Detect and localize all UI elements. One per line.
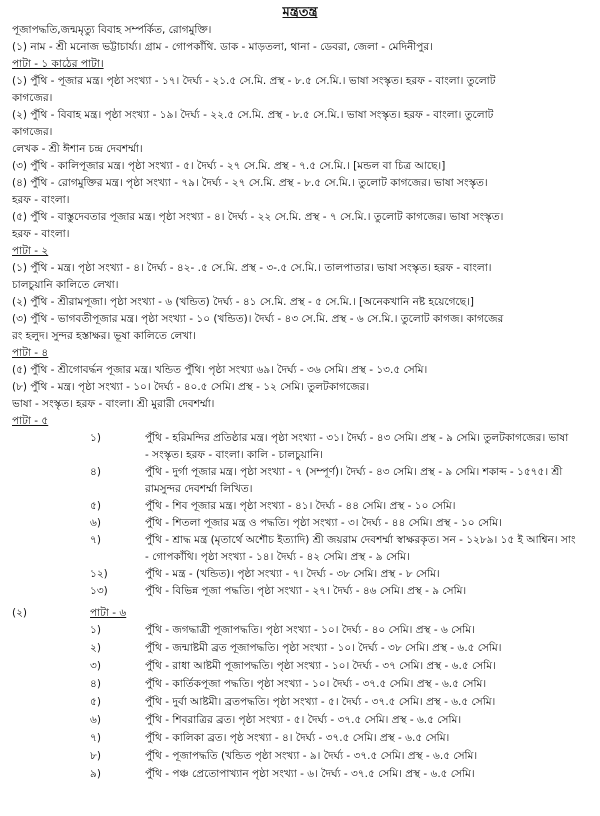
patta-heading: পাটা - ৬ bbox=[90, 607, 127, 619]
entry-line: পুঁথি - হরিমন্দির প্রতিষ্ঠার মন্ত্র। পৃষ্ঠা সংখ্যা - ৩১। দৈর্ঘ্য - ৪৩ সেমি। প্রস্থ - ৯ সেমি। তুলটকাগজের। ভাষা bbox=[145, 432, 569, 444]
entry-number: ৫) bbox=[90, 696, 101, 708]
page-title: মন্ত্রতন্ত্র bbox=[282, 5, 318, 20]
owner-line: (১) নাম - শ্রী মনোজ ভট্টাচার্য্য। গ্রাম - গোপকাঁথি. ডাক - মাড়তলা, থানা - ডেবরা, জেলা - মেদিনীপুর। bbox=[12, 41, 433, 53]
entry-line: - সংস্কৃত। হরফ - বাংলা। কালি - চালচুয়ানি। bbox=[145, 449, 324, 461]
entry-line: রামসুন্দর দেবশর্ম্মা লিখিত। bbox=[145, 483, 253, 495]
patta-heading: পাটা - ১ কাঠের পাটা। bbox=[12, 58, 104, 70]
entry-line: (৩) পুঁথি - কালিপূজার মন্ত্র। পৃষ্ঠা সংখ্যা - ৫। দৈর্ঘ্য - ২৭ সে.মি. প্রস্থ - ৭.৫ সে.মি.। [মন্ডল বা চিত্র আছে।] bbox=[12, 160, 446, 172]
entry-line: হরফ - বাংলা। bbox=[12, 228, 70, 240]
entry-line: ভাষা - সংস্কৃত। হরফ - বাংলা। শ্রী মুরারী দেবশর্ম্মা। bbox=[12, 398, 215, 410]
entry-number: ৭) bbox=[90, 534, 101, 546]
entry-number: ৬) bbox=[90, 517, 101, 529]
entry-line: পুঁথি - রাধা আষ্টমী পূজাপদ্ধতি। পৃষ্ঠা সংখ্যা - ১০। দৈর্ঘ্য - ৩৭ সেমি। প্রস্থ - ৬.৫ সেমি। bbox=[145, 660, 496, 672]
entry-line: পুঁথি - দুর্বা আষ্টমী। ব্রতপদ্ধতি। পৃষ্ঠা সংখ্যা - ৫। দৈর্ঘ্য - ৩৭.৫ সেমি। প্রস্থ - ৬.৫ সেমি। bbox=[145, 696, 496, 708]
entry-line: কাগজের। bbox=[12, 92, 53, 104]
entry-line: চালচুয়ানি কালিতে লেখা। bbox=[12, 279, 119, 291]
entry-line: রং হলুদ। সুন্দর হস্তাক্ষর। ভূষা কালিতে লেখা। bbox=[12, 330, 196, 342]
subject-line: পূজাপদ্ধতি,জন্মমৃত্যু বিবাহ সম্পর্কিত, রোগমুক্তি। bbox=[12, 24, 212, 36]
entry-line: পুঁথি - কালিকা ব্রত। পৃষ্ঠ সংখ্যা - ৪। দৈর্ঘ্য - ৩৭.৫ সেমি। প্রস্থ - ৬.৫ সেমি। bbox=[145, 732, 450, 744]
entry-number: ২) bbox=[90, 642, 101, 654]
entry-line: (৮) পুঁথি - মন্ত্র। পৃষ্ঠা সংখ্যা - ১০। দৈর্ঘ্য - ৪০.৫ সেমি। প্রস্থ - ১২ সেমি। তুলটকাগজের। bbox=[12, 381, 370, 393]
patta-heading: পাটা - ৪ bbox=[12, 347, 49, 359]
entry-number: ৪) bbox=[90, 466, 101, 478]
entry-line: পুঁথি - শিতলা পূজার মন্ত্র ও পদ্ধতি। পৃষ্ঠা সংখ্যা - ৩। দৈর্ঘ্য - ৪৪ সেমি। প্রস্থ - ১০ সেমি। bbox=[145, 517, 502, 529]
entry-line: পুঁথি - পূজাপদ্ধতি (খন্ডিত পৃষ্ঠা সংখ্যা - ৯। দৈর্ঘ্য - ৩৭.৫ সেমি। প্রস্থ - ৬.৫ সেমি। bbox=[145, 750, 478, 762]
entry-number: ১) bbox=[90, 624, 101, 636]
entry-number: ১৩) bbox=[90, 585, 108, 597]
entry-line: পুঁথি - দুর্গা পূজার মন্ত্র। পৃষ্ঠা সংখ্যা - ৭ (সম্পূর্ণ)। দৈর্ঘ্য - ৪৩ সেমি। প্রস্থ - ৯ সেমি। শকাব্দ - ১৫৭৫। শ্রী bbox=[145, 466, 563, 478]
entry-number: ১২) bbox=[90, 568, 108, 580]
entry-line: (৫) পুঁথি - বাস্তুদেবতার পূজার মন্ত্র। পৃষ্ঠা সংখ্যা - ৪। দৈর্ঘ্য - ২২ সে.মি. প্রস্থ - ৭ সে.মি.। তুলোট কাগজের। ভাষা সংস্কৃত। bbox=[12, 211, 504, 223]
entry-line: পুঁথি - জগদ্ধাত্রী পূজাপদ্ধতি। পৃষ্ঠা সংখ্যা - ১০। দৈর্ঘ্য - ৪০ সেমি। প্রস্থ - ৬ সেমি। bbox=[145, 624, 475, 636]
author-line: লেখক - শ্রী ঈশান চন্দ্র দেবশর্ম্মা। bbox=[12, 143, 143, 155]
entry-number: ৯) bbox=[90, 768, 101, 780]
entry-line: (৫) পুঁথি - শ্রীগোবর্দ্ধন পূজার মন্ত্র। খন্ডিত পুঁথি। পৃষ্ঠা সংখ্যা ৬৯। দৈর্ঘ্য - ৩৬ সেমি। প্রস্থ - ১৩.৫ সেমি। bbox=[12, 364, 428, 376]
entry-number: ১) bbox=[90, 432, 101, 444]
entry-line: পুঁথি - শিব পূজার মন্ত্র। পৃষ্ঠা সংখ্যা - ৪১। দৈর্ঘ্য - ৪৪ সেমি। প্রস্থ - ১০ সেমি। bbox=[145, 500, 456, 512]
section-number: (২) bbox=[12, 607, 28, 619]
entry-line: পুঁথি - কার্তিকপূজা পদ্ধতি। পৃষ্ঠা সংখ্যা - ১০। দৈর্ঘ্য - ৩৭.৫ সেমি। প্রস্থ - ৬.৫ সেমি। bbox=[145, 678, 487, 690]
entry-line: পুঁথি - জন্মাষ্টমী ব্রত পূজাপদ্ধতি। পৃষ্ঠা সংখ্যা - ১০। দৈর্ঘ্য - ৩৮ সেমি। প্রস্থ - ৬.৫ সেমি। bbox=[145, 642, 502, 654]
entry-line: পুঁথি - বিভিন্ন পূজা পদ্ধতি। পৃষ্ঠা সংখ্যা - ২৭। দৈর্ঘ্য - ৪৬ সেমি। প্রস্থ - ৯ সেমি। bbox=[145, 585, 467, 597]
entry-number: ৪) bbox=[90, 678, 101, 690]
entry-line: - গোপকাঁথি। পৃষ্ঠা সংখ্যা - ১৪। দৈর্ঘ্য - ৪২ সেমি। প্রস্থ - ৯ সেমি। bbox=[145, 551, 410, 563]
entry-number: ৭) bbox=[90, 732, 101, 744]
entry-line: (৪) পুঁথি - রোগমুক্তির মন্ত্র। পৃষ্ঠা সংখ্যা - ৭৯। দৈর্ঘ্য - ২৭ সে.মি. প্রস্থ - ৮.৫ সে.মি.। তুলোট কাগজের। ভাষা সংস্কৃত। bbox=[12, 177, 488, 189]
entry-number: ৫) bbox=[90, 500, 101, 512]
entry-line: (২) পুঁথি - বিবাহ মন্ত্র। পৃষ্ঠা সংখ্যা - ১৯। দৈর্ঘ্য - ২২.৫ সে.মি. প্রস্থ - ৮.৫ সে.মি.। ভাষা সংস্কৃত। হরফ - বাংলা। তুলোট bbox=[12, 109, 494, 121]
entry-number: ৩) bbox=[90, 660, 101, 672]
entry-line: পুঁথি - পঞ্চ প্রেতোপাখ্যান পৃষ্ঠা সংখ্যা - ৬। দৈর্ঘ্য - ৩৭.৫ সেমি। প্রস্থ - ৬.৫ সেমি। bbox=[145, 768, 475, 780]
entry-number: ৬) bbox=[90, 714, 101, 726]
entry-line: (১) পুঁথি - মন্ত্র। পৃষ্ঠা সংখ্যা - ৪। দৈর্ঘ্য - ৪২- .৫ সে.মি. প্রস্থ - ৩-.৫ সে.মি.। তালপাতার। ভাষা সংস্কৃত। হরফ - বাংলা। bbox=[12, 262, 492, 274]
patta-heading: পাটা - ৫ bbox=[12, 415, 49, 427]
entry-line: পুঁথি - মন্ত্র - (খন্ডিত)। পৃষ্ঠা সংখ্যা - ৭। দৈর্ঘ্য - ৩৮ সেমি। প্রস্থ - ৮ সেমি। bbox=[145, 568, 440, 580]
entry-line: (৩) পুঁথি - ভাগবতীপূজার মন্ত্র। পৃষ্ঠা সংখ্যা - ১০ (খন্ডিত)। দৈর্ঘ্য - ৪৩ সে.মি. প্রস্থ - ৬ সে.মি.। তুলোট কাগজ। কাগজের bbox=[12, 313, 504, 325]
entry-line: (১) পুঁথি - পূজার মন্ত্র। পৃষ্ঠা সংখ্যা - ১৭। দৈর্ঘ্য - ২১.৫ সে.মি. প্রস্থ - ৮.৫ সে.মি.। ভাষা সংস্কৃত। হরফ - বাংলা। তুলোট bbox=[12, 75, 496, 87]
entry-line: কাগজের। bbox=[12, 126, 53, 138]
patta-heading: পাটা - ২ bbox=[12, 245, 49, 257]
entry-line: পুঁথি - শ্রাদ্ধ মন্ত্র (মৃতার্থে অশৌচ ইত্যাদি) শ্রী জয়রাম দেবশর্ম্মা স্বাক্ষরকৃত। সন - ১২৮৯। ১৫ ই আশ্বিন। সাং bbox=[145, 534, 576, 546]
entry-number: ৮) bbox=[90, 750, 101, 762]
entry-line: হরফ - বাংলা। bbox=[12, 194, 70, 206]
entry-line: পুঁথি - শিবরাত্রির ব্রত। পৃষ্ঠা সংখ্যা - ৫। দৈর্ঘ্য - ৩৭.৫ সেমি। প্রস্থ - ৬.৫ সেমি। bbox=[145, 714, 462, 726]
entry-line: (২) পুঁথি - শ্রীরামপূজা। পৃষ্ঠা সংখ্যা - ৬ (খন্ডিত) দৈর্ঘ্য - ৪১ সে.মি. প্রস্থ - ৫ সে.মি.। [অনেকখানি নষ্ট হয়েগেছে।] bbox=[12, 296, 474, 308]
